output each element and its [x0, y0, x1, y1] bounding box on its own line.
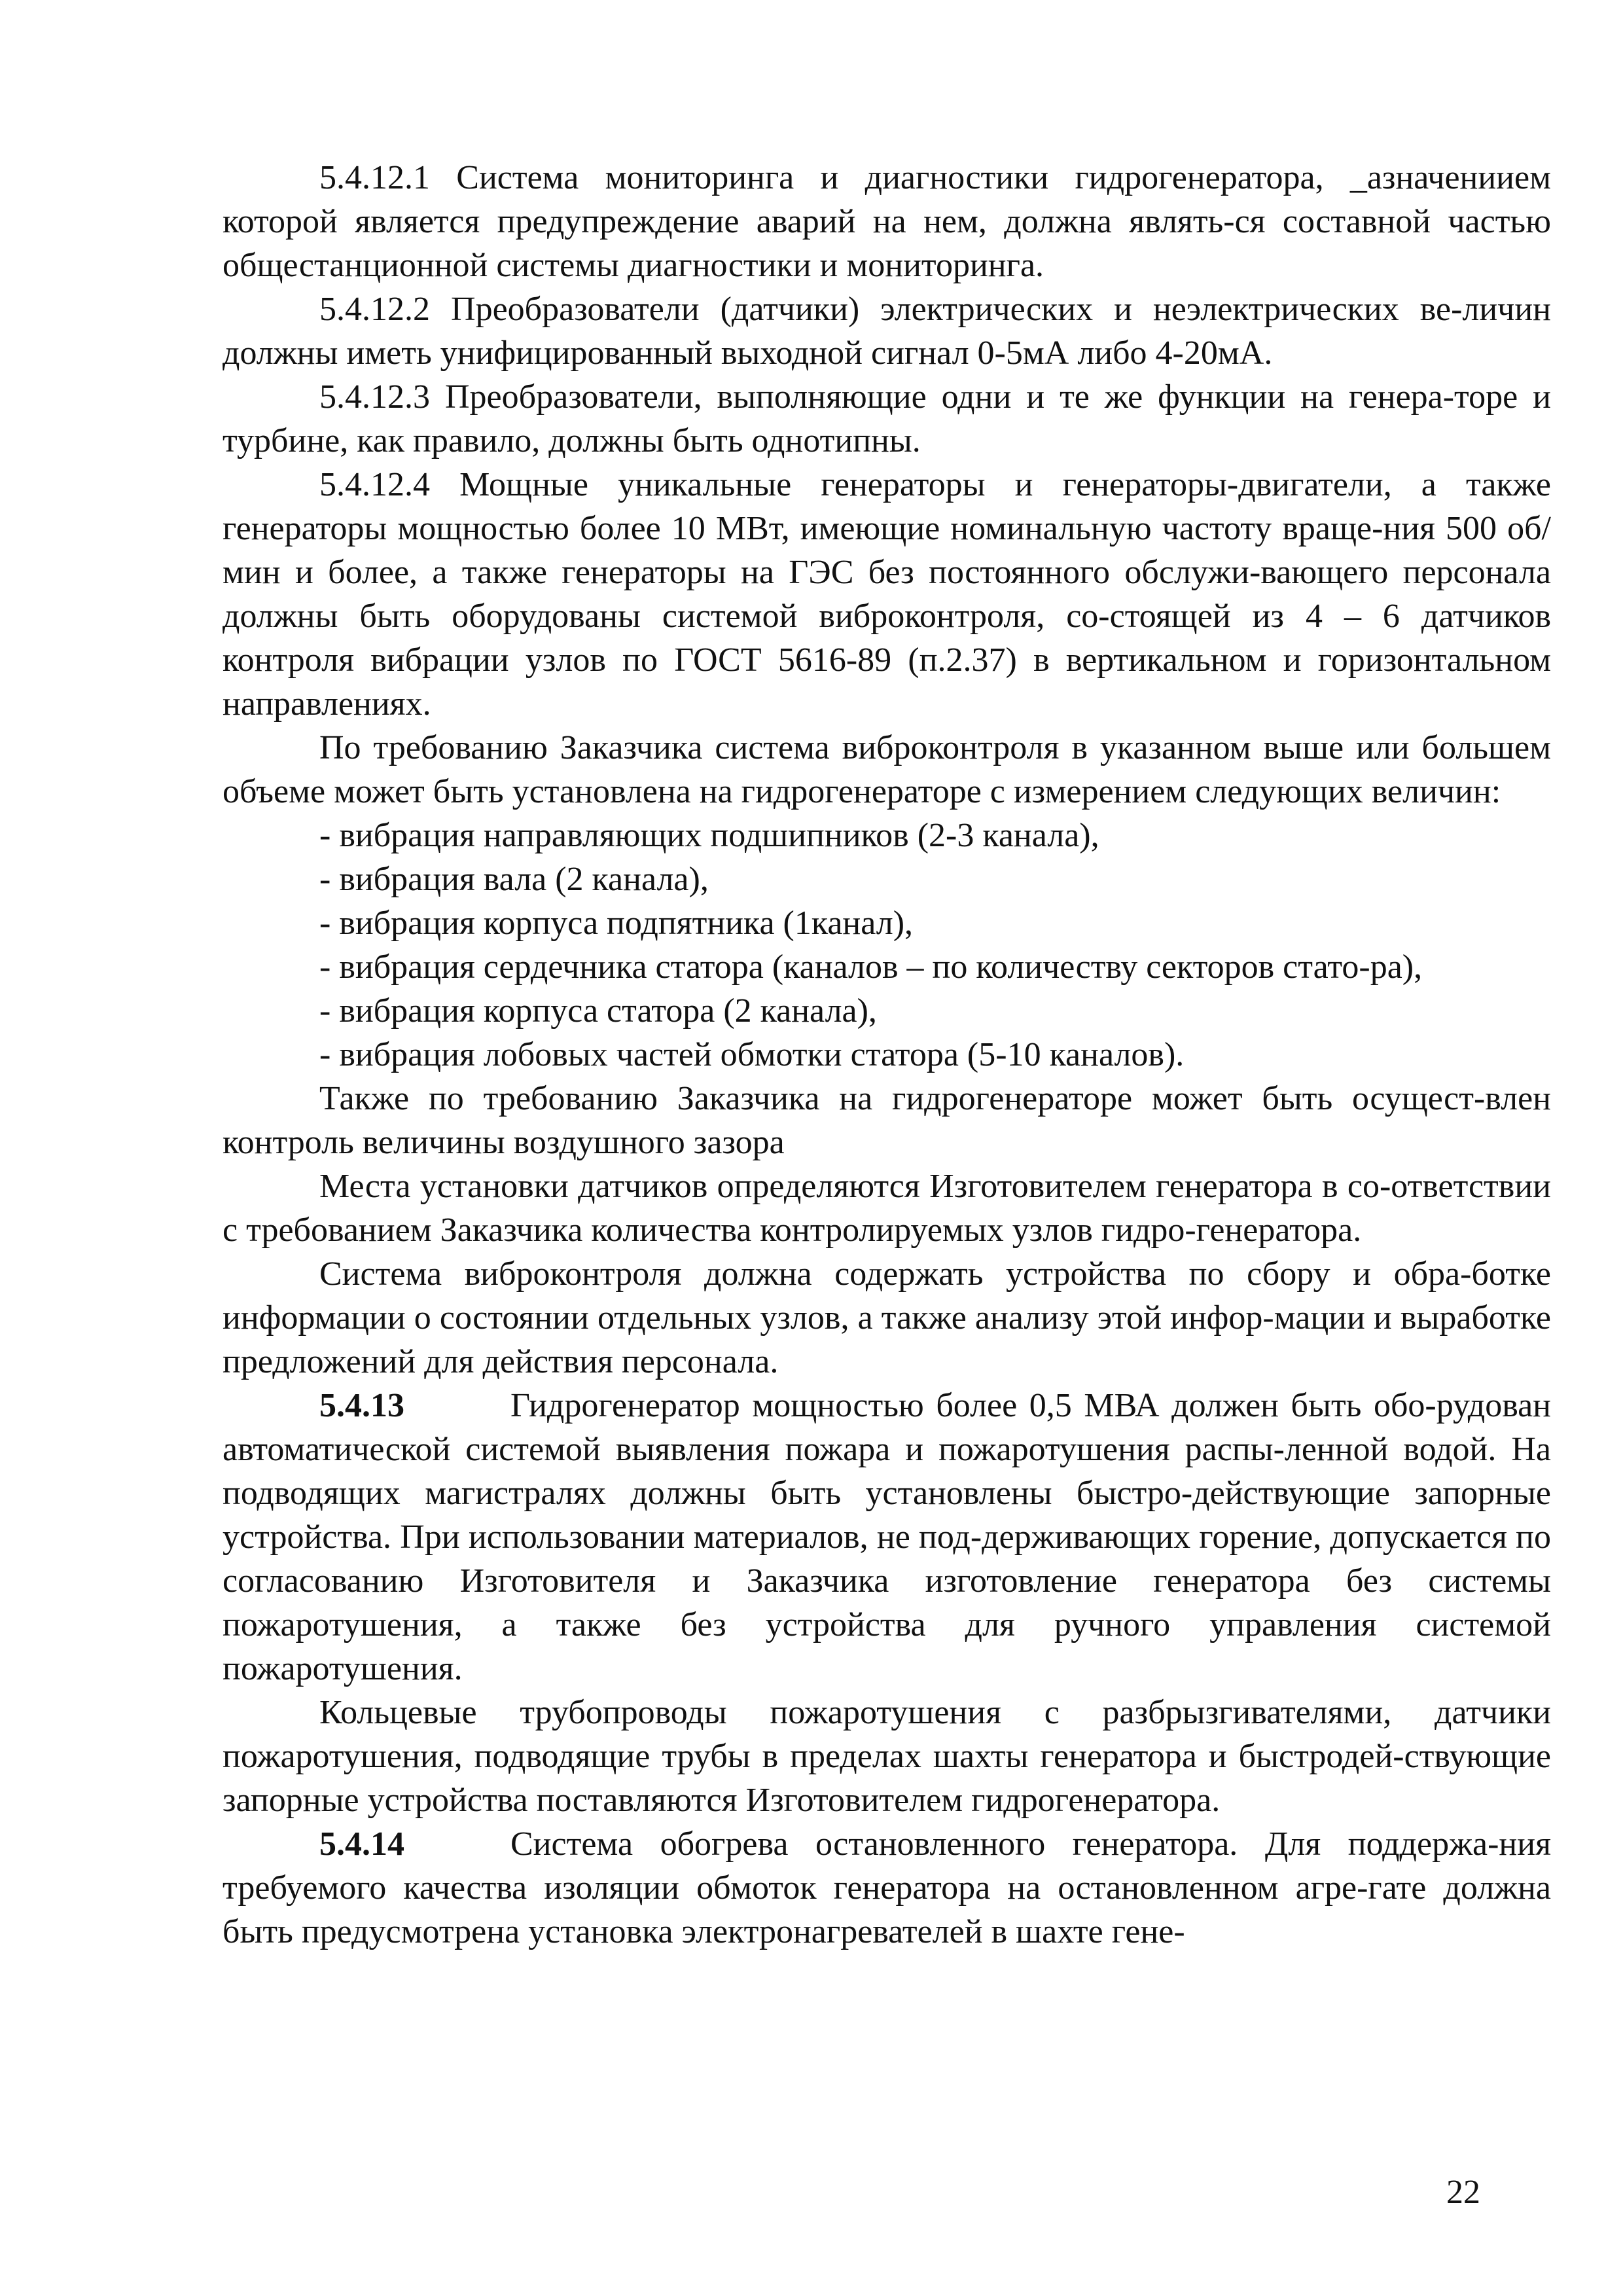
list-item-shaft: - вибрация вала (2 канала),	[319, 861, 709, 898]
paragraph-customer-request: По требованию Заказчика система виброконтроля в указанном выше или большем объеме может быть установлена на гидрогенераторе с измерением следующих величин:	[223, 729, 1551, 810]
paragraph-ring-pipelines: Кольцевые трубопроводы пожаротушения с разбрызгивателями, датчики пожаротушения, подводящие трубы в пределах шахты генератора и быстродей-ствующие запорные устройства поставляются Изготовителем гидрогенератора.	[223, 1694, 1551, 1819]
page-number: 22	[1446, 2174, 1480, 2211]
list-item-bearings: - вибрация направляющих подшипников (2-3 канала),	[319, 817, 1099, 854]
section-number-5-4-13: 5.4.13	[319, 1387, 404, 1424]
section-number-5-4-14: 5.4.14	[319, 1825, 404, 1863]
paragraph-air-gap: Также по требованию Заказчика на гидрогенераторе может быть осущест-влен контроль величины воздушного зазора	[223, 1080, 1551, 1161]
list-item-end-windings: - вибрация лобовых частей обмотки статора (5-10 каналов).	[319, 1036, 1185, 1073]
list-item-thrust-bearing: - вибрация корпуса подпятника (1канал),	[319, 905, 914, 942]
paragraph-vibration-system: Система виброконтроля должна содержать устройства по сбору и обра-ботке информации о состоянии отдельных узлов, а также анализу этой инфор-мации и выработке предложений для действия персонала.	[223, 1255, 1551, 1380]
paragraph-5-4-12-4: 5.4.12.4 Мощные уникальные генераторы и генераторы-двигатели, а также генераторы мощностью более 10 МВт, имеющие номинальную частоту враще-ния 500 об/мин и более, а также генераторы на ГЭС без постоянного обслужи-вающего персонала должны быть оборудованы системой виброконтроля, со-стоящей из 4 – 6 датчиков контроля вибрации узлов по ГОСТ 5616-89 (п.2.37) в вертикальном и горизонтальном направлениях.	[223, 466, 1551, 723]
paragraph-5-4-12-2: 5.4.12.2 Преобразователи (датчики) электрических и неэлектрических ве-личин должны иметь унифицированный выходной сигнал 0-5мА либо 4-20мА.	[223, 291, 1551, 372]
paragraph-5-4-14-text: Система обогрева остановленного генератора. Для поддержа-ния требуемого качества изоляции обмоток генератора на остановленном агре-гате должна быть предусмотрена установка электронагревателей в шахте гене-	[223, 1825, 1551, 1950]
paragraph-5-4-12-1: 5.4.12.1 Система мониторинга и диагностики гидрогенератора, _азначениием которой является предупреждение аварий на нем, должна являть-ся составной частью общестанционной системы диагностики и мониторинга.	[223, 159, 1551, 284]
paragraph-5-4-14	[223, 1822, 1551, 1954]
list-item-stator-core: - вибрация сердечника статора (каналов – по количеству секторов стато-ра),	[319, 948, 1423, 986]
paragraph-5-4-13	[223, 1384, 1551, 1691]
paragraph-5-4-12-3: 5.4.12.3 Преобразователи, выполняющие одни и те же функции на генера-торе и турбине, как правило, должны быть однотипны.	[223, 378, 1551, 459]
list-item-stator-frame: - вибрация корпуса статора (2 канала),	[319, 992, 877, 1030]
paragraph-sensor-locations: Места установки датчиков определяются Изготовителем генератора в со-ответствии с требованием Заказчика количества контролируемых узлов гидро-генератора.	[223, 1168, 1551, 1249]
document-body	[223, 156, 1551, 1954]
paragraph-5-4-13-text: Гидрогенератор мощностью более 0,5 МВА должен быть обо-рудован автоматической системой выявления пожара и пожаротушения распы-ленной водой. На подводящих магистралях должны быть установлены быстро-действующие запорные устройства. При использовании материалов, не под-держивающих горение, допускается по согласованию Изготовителя и Заказчика изготовление генератора без системы пожаротушения, а также без устройства для ручного управления системой пожаротушения.	[223, 1387, 1551, 1687]
